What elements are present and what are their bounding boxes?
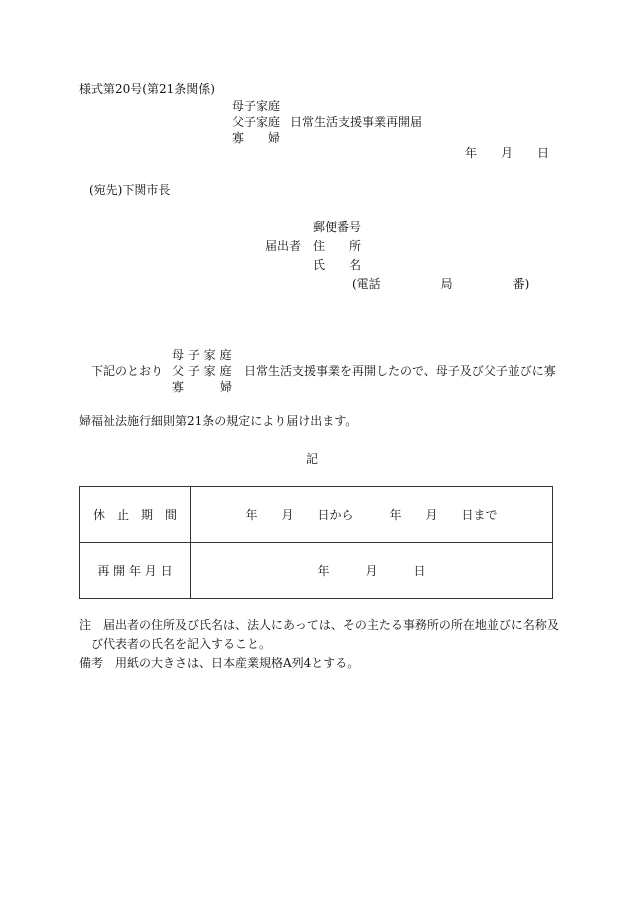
note-2: 備考 用紙の大きさは、日本産業規格A列4とする。 [79,656,360,670]
table-row [80,487,553,543]
record-table [79,486,553,599]
resume-date-value: 年 月 日 [191,543,553,599]
table-row [80,543,553,599]
form-number: 様式第20号(第21条関係) [79,82,215,96]
body-intro: 下記のとおり [91,364,164,378]
body-kind-boshi: 母 子 家 庭 [172,348,232,362]
postal-code-label: 郵便番号 [313,220,362,234]
note-1-line-1: 注 届出者の住所及び氏名は、法人にあっては、その主たる事務所の所在地並びに名称及 [79,618,559,632]
title-kind-fushi: 父子家庭 [232,115,281,129]
addressee: (宛先)下関市長 [89,183,171,197]
date-line: 年 月 日 [465,146,550,160]
name-label: 氏 名 [313,258,362,272]
ki-heading: 記 [306,452,319,466]
body-line2: 婦福祉法施行細則第21条の規定により届け出ます。 [79,414,358,428]
body-continuation: 日常生活支援事業を再開したので、母子及び父子並びに寡 [244,364,556,378]
phone-label: (電話 局 番) [352,277,530,291]
body-kinds [172,347,232,395]
notifier-label: 届出者 [265,239,302,253]
suspension-period-value: 年 月 日から 年 月 日まで [191,487,553,543]
title-kind-boshi: 母子家庭 [232,99,281,113]
title-kind-kafu: 寡 婦 [232,131,281,145]
note-1-line-2: び代表者の氏名を記入すること。 [91,637,272,651]
suspension-period-label: 休 止 期 間 [80,487,191,543]
body-kind-kafu: 寡 婦 [172,380,233,394]
body-kind-fushi: 父 子 家 庭 [172,364,232,378]
address-label: 住 所 [313,239,362,253]
title-kinds [232,98,280,146]
resume-date-label: 再 開 年 月 日 [80,543,191,599]
document-title: 日常生活支援事業再開届 [290,115,423,129]
